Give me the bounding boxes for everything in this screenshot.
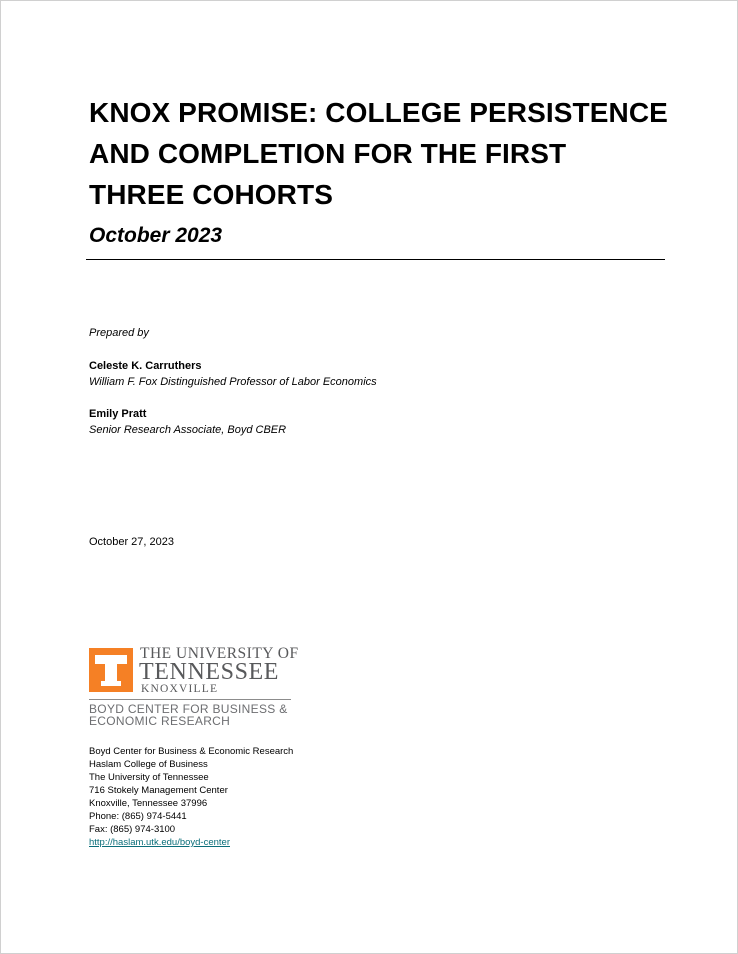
website-link[interactable]: http://haslam.utk.edu/boyd-center	[89, 837, 230, 848]
phone-line: Phone: (865) 974-5441	[89, 811, 187, 822]
logo-center-name	[89, 703, 288, 727]
logo-tennessee-line: TENNESSEE	[139, 659, 280, 685]
university-logo	[89, 645, 299, 730]
author-block	[89, 358, 377, 390]
logo-divider	[89, 699, 291, 700]
report-subtitle: October 2023	[89, 224, 223, 247]
fax-line: Fax: (865) 974-3100	[89, 824, 176, 835]
author-role: William F. Fox Distinguished Professor of Labor Economics	[89, 376, 377, 388]
address-line: The University of Tennessee	[89, 772, 209, 783]
report-date: October 27, 2023	[89, 536, 175, 548]
address-line: Knoxville, Tennessee 37996	[89, 798, 208, 809]
address-line: Haslam College of Business	[89, 759, 208, 770]
contact-address	[89, 745, 293, 849]
address-line: 716 Stokely Management Center	[89, 785, 228, 796]
report-title	[89, 92, 689, 215]
logo-knoxville-line: KNOXVILLE	[141, 683, 219, 695]
title-divider	[86, 259, 665, 260]
author-block	[89, 406, 286, 438]
address-line: Boyd Center for Business & Economic Research	[89, 746, 294, 757]
title-line: THREE COHORTS	[89, 179, 333, 210]
logo-center-line: BOYD CENTER FOR BUSINESS &	[89, 702, 288, 716]
author-name: Celeste K. Carruthers	[89, 360, 202, 372]
author-role: Senior Research Associate, Boyd CBER	[89, 424, 287, 436]
title-line: KNOX PROMISE: COLLEGE PERSISTENCE	[89, 97, 668, 128]
logo-university-line: THE UNIVERSITY OF	[140, 645, 299, 662]
power-t-icon	[89, 648, 133, 692]
author-name: Emily Pratt	[89, 408, 147, 420]
title-line: AND COMPLETION FOR THE FIRST	[89, 138, 567, 169]
logo-center-line: ECONOMIC RESEARCH	[89, 714, 231, 728]
prepared-by-label: Prepared by	[89, 327, 149, 339]
